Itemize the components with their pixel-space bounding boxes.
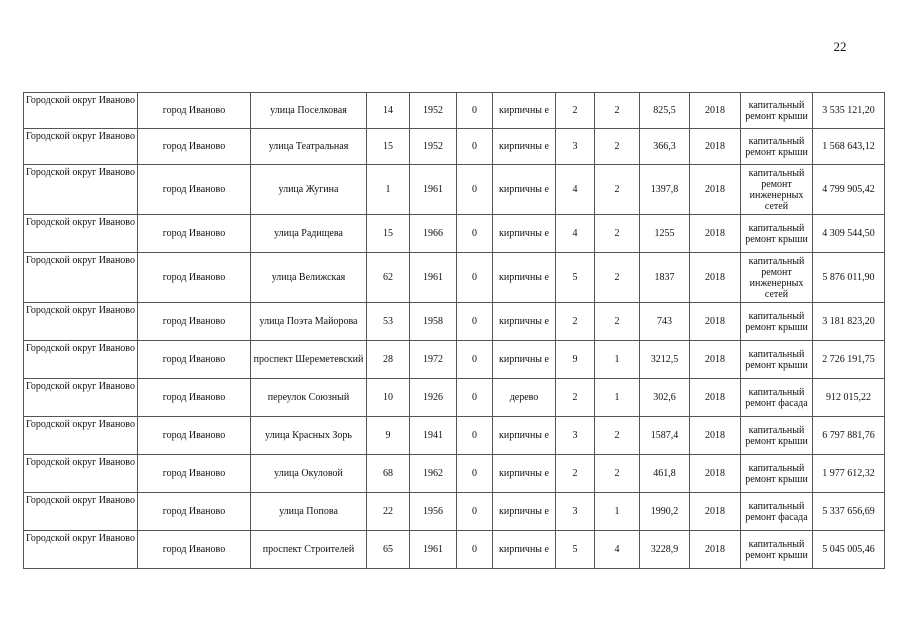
plan-year-cell: 2018	[690, 379, 741, 417]
okrug-cell: Городской округ Иваново	[24, 165, 138, 215]
area-cell: 3228,9	[640, 531, 690, 569]
work-type-cell: капитальный ремонт фасада	[741, 493, 813, 531]
area-cell: 1397,8	[640, 165, 690, 215]
cost-cell: 4 309 544,50	[813, 215, 885, 253]
wall-material-cell: кирпичны е	[493, 531, 556, 569]
okrug-cell: Городской округ Иваново	[24, 531, 138, 569]
floors-cell: 5	[556, 531, 595, 569]
build-year-cell: 1972	[410, 341, 457, 379]
table-row	[24, 379, 885, 417]
cost-cell: 3 535 121,20	[813, 93, 885, 129]
house-number-cell: 15	[367, 215, 410, 253]
okrug-cell: Городской округ Иваново	[24, 341, 138, 379]
zero-cell: 0	[457, 531, 493, 569]
zero-cell: 0	[457, 253, 493, 303]
city-cell: город Иваново	[138, 531, 251, 569]
entrances-cell: 2	[595, 455, 640, 493]
street-cell: переулок Союзный	[251, 379, 367, 417]
area-cell: 1587,4	[640, 417, 690, 455]
wall-material-cell: кирпичны е	[493, 165, 556, 215]
entrances-cell: 2	[595, 215, 640, 253]
street-cell: улица Радищева	[251, 215, 367, 253]
work-type-cell: капитальный ремонт крыши	[741, 303, 813, 341]
area-cell: 743	[640, 303, 690, 341]
work-type-cell: капитальный ремонт инженерных сетей	[741, 165, 813, 215]
house-number-cell: 28	[367, 341, 410, 379]
entrances-cell: 1	[595, 493, 640, 531]
housing-repair-table	[23, 92, 885, 569]
city-cell: город Иваново	[138, 215, 251, 253]
entrances-cell: 4	[595, 531, 640, 569]
house-number-cell: 15	[367, 129, 410, 165]
table-row	[24, 417, 885, 455]
entrances-cell: 2	[595, 129, 640, 165]
work-type-cell: капитальный ремонт крыши	[741, 215, 813, 253]
build-year-cell: 1958	[410, 303, 457, 341]
work-type-cell: капитальный ремонт крыши	[741, 455, 813, 493]
city-cell: город Иваново	[138, 341, 251, 379]
house-number-cell: 9	[367, 417, 410, 455]
floors-cell: 2	[556, 379, 595, 417]
work-type-cell: капитальный ремонт инженерных сетей	[741, 253, 813, 303]
plan-year-cell: 2018	[690, 341, 741, 379]
build-year-cell: 1962	[410, 455, 457, 493]
okrug-cell: Городской округ Иваново	[24, 93, 138, 129]
street-cell: улица Поселковая	[251, 93, 367, 129]
work-type-cell: капитальный ремонт крыши	[741, 341, 813, 379]
zero-cell: 0	[457, 493, 493, 531]
build-year-cell: 1966	[410, 215, 457, 253]
okrug-cell: Городской округ Иваново	[24, 215, 138, 253]
wall-material-cell: кирпичны е	[493, 303, 556, 341]
cost-cell: 6 797 881,76	[813, 417, 885, 455]
cost-cell: 912 015,22	[813, 379, 885, 417]
zero-cell: 0	[457, 303, 493, 341]
plan-year-cell: 2018	[690, 303, 741, 341]
floors-cell: 9	[556, 341, 595, 379]
cost-cell: 1 977 612,32	[813, 455, 885, 493]
wall-material-cell: кирпичны е	[493, 215, 556, 253]
okrug-cell: Городской округ Иваново	[24, 129, 138, 165]
entrances-cell: 2	[595, 303, 640, 341]
plan-year-cell: 2018	[690, 531, 741, 569]
work-type-cell: капитальный ремонт крыши	[741, 93, 813, 129]
table-row	[24, 531, 885, 569]
city-cell: город Иваново	[138, 129, 251, 165]
table-row	[24, 341, 885, 379]
plan-year-cell: 2018	[690, 253, 741, 303]
build-year-cell: 1961	[410, 253, 457, 303]
area-cell: 461,8	[640, 455, 690, 493]
area-cell: 825,5	[640, 93, 690, 129]
house-number-cell: 22	[367, 493, 410, 531]
entrances-cell: 2	[595, 93, 640, 129]
build-year-cell: 1956	[410, 493, 457, 531]
street-cell: проспект Строителей	[251, 531, 367, 569]
plan-year-cell: 2018	[690, 165, 741, 215]
build-year-cell: 1952	[410, 129, 457, 165]
street-cell: проспект Шереметевский	[251, 341, 367, 379]
cost-cell: 2 726 191,75	[813, 341, 885, 379]
city-cell: город Иваново	[138, 93, 251, 129]
cost-cell: 5 876 011,90	[813, 253, 885, 303]
floors-cell: 4	[556, 215, 595, 253]
work-type-cell: капитальный ремонт фасада	[741, 379, 813, 417]
house-number-cell: 62	[367, 253, 410, 303]
wall-material-cell: кирпичны е	[493, 253, 556, 303]
house-number-cell: 65	[367, 531, 410, 569]
floors-cell: 3	[556, 493, 595, 531]
table-row	[24, 455, 885, 493]
house-number-cell: 10	[367, 379, 410, 417]
entrances-cell: 2	[595, 165, 640, 215]
house-number-cell: 68	[367, 455, 410, 493]
zero-cell: 0	[457, 93, 493, 129]
wall-material-cell: кирпичны е	[493, 93, 556, 129]
floors-cell: 2	[556, 455, 595, 493]
floors-cell: 2	[556, 93, 595, 129]
okrug-cell: Городской округ Иваново	[24, 379, 138, 417]
table-row	[24, 253, 885, 303]
area-cell: 1255	[640, 215, 690, 253]
build-year-cell: 1941	[410, 417, 457, 455]
wall-material-cell: кирпичны е	[493, 129, 556, 165]
zero-cell: 0	[457, 215, 493, 253]
wall-material-cell: кирпичны е	[493, 455, 556, 493]
plan-year-cell: 2018	[690, 215, 741, 253]
build-year-cell: 1961	[410, 531, 457, 569]
plan-year-cell: 2018	[690, 417, 741, 455]
plan-year-cell: 2018	[690, 129, 741, 165]
table-row	[24, 215, 885, 253]
zero-cell: 0	[457, 165, 493, 215]
street-cell: улица Красных Зорь	[251, 417, 367, 455]
build-year-cell: 1926	[410, 379, 457, 417]
plan-year-cell: 2018	[690, 93, 741, 129]
okrug-cell: Городской округ Иваново	[24, 253, 138, 303]
zero-cell: 0	[457, 455, 493, 493]
house-number-cell: 14	[367, 93, 410, 129]
cost-cell: 5 337 656,69	[813, 493, 885, 531]
okrug-cell: Городской округ Иваново	[24, 493, 138, 531]
wall-material-cell: кирпичны е	[493, 493, 556, 531]
wall-material-cell: кирпичны е	[493, 417, 556, 455]
street-cell: улица Окуловой	[251, 455, 367, 493]
entrances-cell: 1	[595, 341, 640, 379]
build-year-cell: 1961	[410, 165, 457, 215]
table-row	[24, 93, 885, 129]
street-cell: улица Театральная	[251, 129, 367, 165]
table-row	[24, 129, 885, 165]
zero-cell: 0	[457, 417, 493, 455]
area-cell: 302,6	[640, 379, 690, 417]
city-cell: город Иваново	[138, 379, 251, 417]
table-row	[24, 493, 885, 531]
entrances-cell: 2	[595, 417, 640, 455]
table-row	[24, 165, 885, 215]
page-number: 22	[833, 39, 847, 54]
work-type-cell: капитальный ремонт крыши	[741, 129, 813, 165]
plan-year-cell: 2018	[690, 493, 741, 531]
zero-cell: 0	[457, 129, 493, 165]
entrances-cell: 2	[595, 253, 640, 303]
city-cell: город Иваново	[138, 165, 251, 215]
cost-cell: 4 799 905,42	[813, 165, 885, 215]
city-cell: город Иваново	[138, 455, 251, 493]
wall-material-cell: дерево	[493, 379, 556, 417]
okrug-cell: Городской округ Иваново	[24, 303, 138, 341]
city-cell: город Иваново	[138, 303, 251, 341]
street-cell: улица Попова	[251, 493, 367, 531]
street-cell: улица Жугина	[251, 165, 367, 215]
zero-cell: 0	[457, 379, 493, 417]
plan-year-cell: 2018	[690, 455, 741, 493]
city-cell: город Иваново	[138, 417, 251, 455]
zero-cell: 0	[457, 341, 493, 379]
cost-cell: 3 181 823,20	[813, 303, 885, 341]
floors-cell: 4	[556, 165, 595, 215]
floors-cell: 2	[556, 303, 595, 341]
cost-cell: 5 045 005,46	[813, 531, 885, 569]
table-row	[24, 303, 885, 341]
street-cell: улица Поэта Майорова	[251, 303, 367, 341]
city-cell: город Иваново	[138, 493, 251, 531]
house-number-cell: 1	[367, 165, 410, 215]
cost-cell: 1 568 643,12	[813, 129, 885, 165]
okrug-cell: Городской округ Иваново	[24, 417, 138, 455]
work-type-cell: капитальный ремонт крыши	[741, 531, 813, 569]
floors-cell: 3	[556, 129, 595, 165]
okrug-cell: Городской округ Иваново	[24, 455, 138, 493]
wall-material-cell: кирпичны е	[493, 341, 556, 379]
entrances-cell: 1	[595, 379, 640, 417]
work-type-cell: капитальный ремонт крыши	[741, 417, 813, 455]
city-cell: город Иваново	[138, 253, 251, 303]
floors-cell: 3	[556, 417, 595, 455]
build-year-cell: 1952	[410, 93, 457, 129]
street-cell: улица Велижская	[251, 253, 367, 303]
area-cell: 3212,5	[640, 341, 690, 379]
area-cell: 1990,2	[640, 493, 690, 531]
area-cell: 366,3	[640, 129, 690, 165]
floors-cell: 5	[556, 253, 595, 303]
area-cell: 1837	[640, 253, 690, 303]
house-number-cell: 53	[367, 303, 410, 341]
